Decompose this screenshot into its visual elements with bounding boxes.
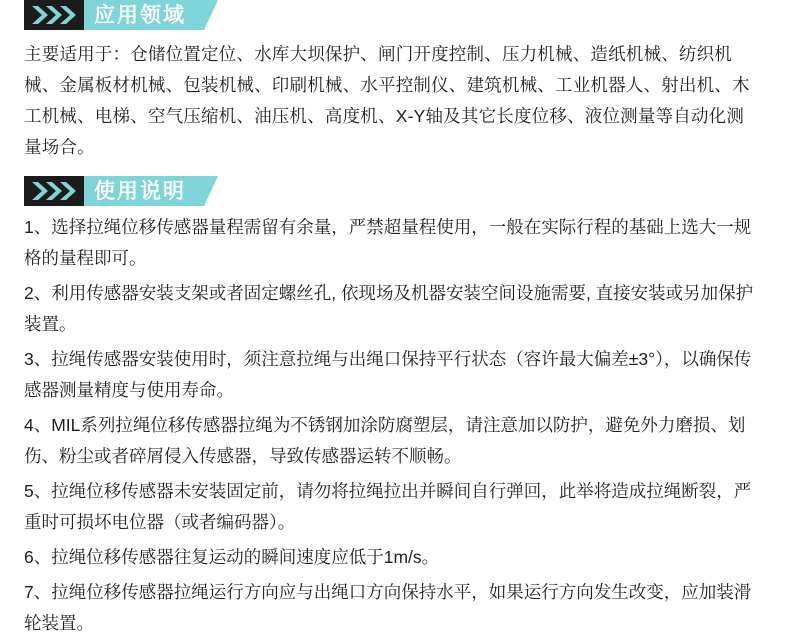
list-item: 4、MIL系列拉绳位移传感器拉绳为不锈钢加涂防腐塑层，请注意加以防护，避免外力磨损、划伤、粉尘或者碎屑侵入传感器，导致传感器运转不顺畅。 — [24, 415, 746, 466]
list-item: 3、拉绳传感器安装使用时，须注意拉绳与出绳口保持平行状态（容许最大偏差±3°），以确保传感器测量精度与使用寿命。 — [24, 349, 752, 400]
list-item: 1、选择拉绳位移传感器量程需留有余量，严禁超量程使用，一般在实际行程的基础上选大一规格的量程即可。 — [24, 217, 752, 268]
heading-tail-usage — [204, 176, 218, 206]
heading-tail-apply — [204, 0, 218, 30]
section-title-apply — [84, 0, 204, 30]
section-title-usage-text: 使用说明 — [94, 179, 186, 203]
list-item: 2、利用传感器安装支架或者固定螺丝孔, 依现场及机器安装空间设施需要, 直接安装或另加保护装置。 — [24, 283, 754, 334]
section-title-apply-text: 应用领域 — [94, 3, 186, 27]
double-chevron-icon — [24, 0, 84, 30]
list-item: 5、拉绳位移传感器未安装固定前，请勿将拉绳拉出并瞬间自行弹回，此举将造成拉绳断裂，严重时可损坏电位器（或者编码器）。 — [24, 481, 752, 532]
list-item: 7、拉绳位移传感器拉绳运行方向应与出绳口方向保持水平，如果运行方向发生改变，应加装滑轮装置。 — [24, 582, 752, 633]
double-chevron-icon — [24, 176, 84, 206]
section-heading-usage — [24, 176, 765, 206]
section-heading-apply — [24, 0, 765, 30]
list-item: 6、拉绳位移传感器往复运动的瞬间速度应低于1m/s。 — [24, 547, 440, 567]
usage-instruction-list — [24, 212, 765, 639]
apply-body-text: 主要适用于：仓储位置定位、水库大坝保护、闸门开度控制、压力机械、造纸机械、纺织机械、金属板材机械、包装机械、印刷机械、水平控制仪、建筑机械、工业机器人、射出机、木工机械、电梯、空气压缩机、油压机、高度机、X-Y轴及其它长度位移、液位测量等自动化测量场合。 — [24, 44, 750, 157]
section-title-usage — [84, 176, 204, 206]
section-heading-usage-wrap — [24, 176, 765, 206]
